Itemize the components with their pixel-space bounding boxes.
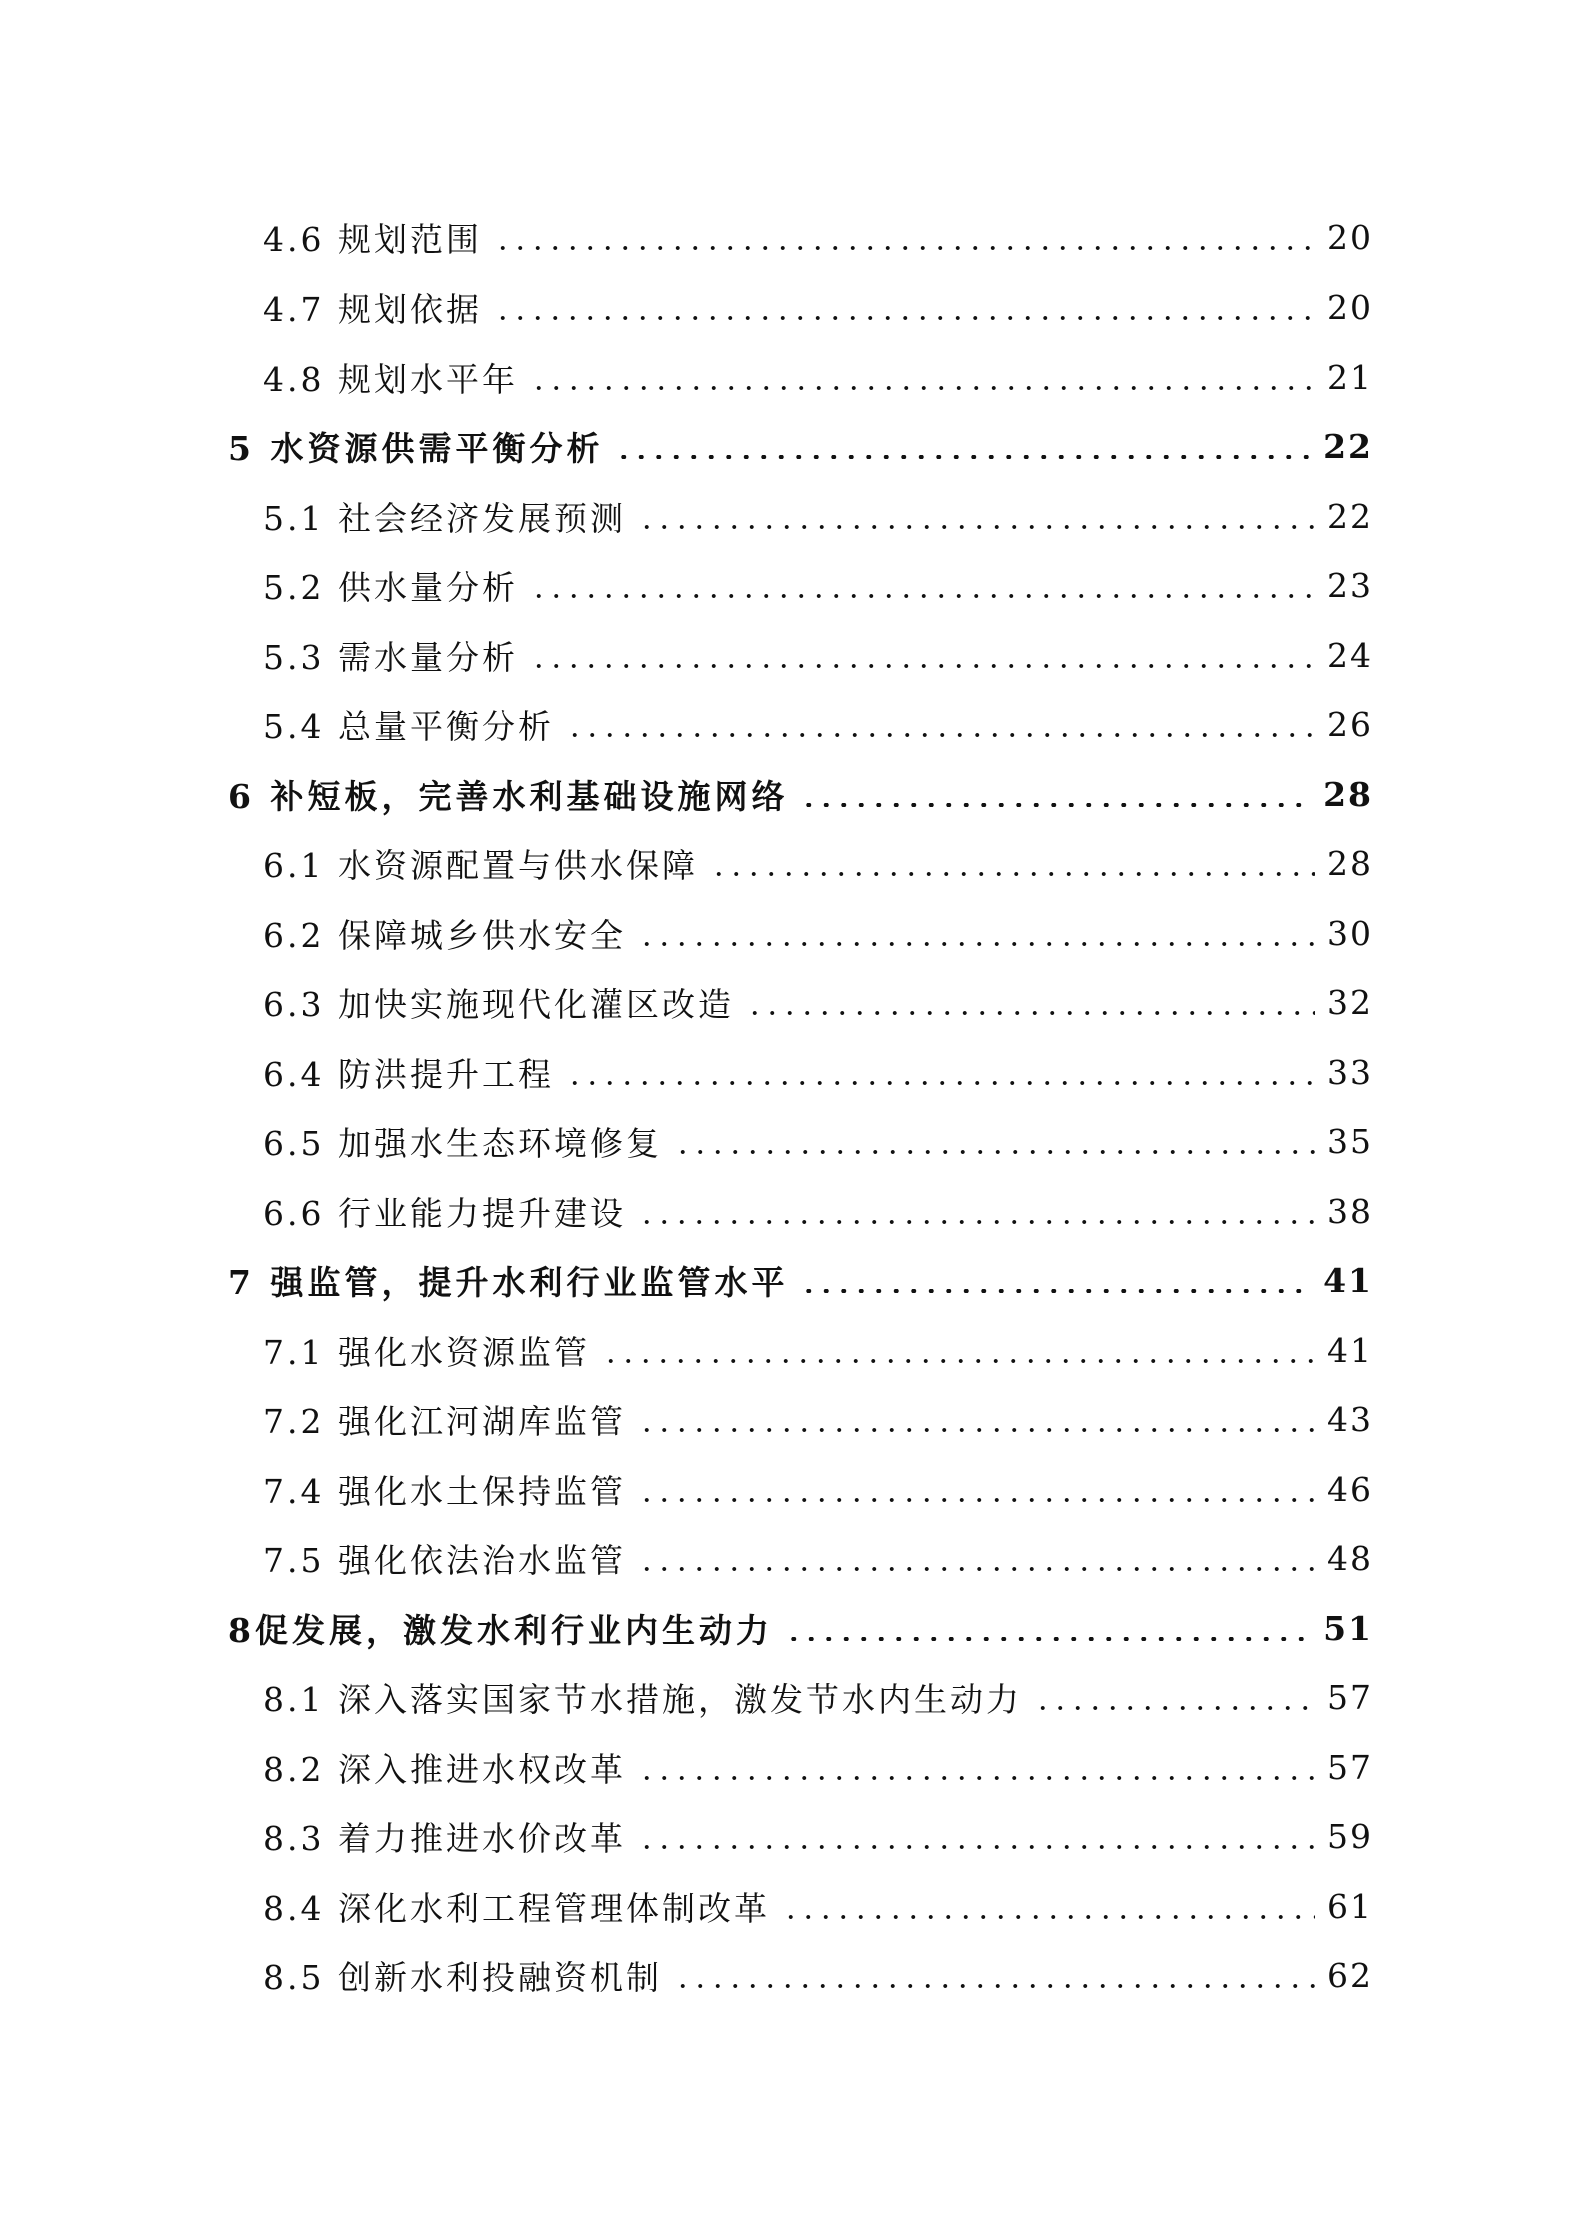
toc-entry-title: 6.6 行业能力提升建设 — [263, 1193, 626, 1233]
toc-entry-5-2[interactable] — [228, 557, 1373, 613]
toc-entry-8-3[interactable] — [228, 1808, 1373, 1864]
toc-page-number: 41 — [1323, 1260, 1373, 1300]
dot-leader — [494, 316, 1315, 320]
toc-entry-title: 4.8 规划水平年 — [263, 359, 518, 399]
dot-leader — [1034, 1706, 1315, 1710]
toc-entry-title: 8.2 深入推进水权改革 — [263, 1749, 626, 1789]
dot-leader — [530, 386, 1315, 390]
dot-leader — [566, 1081, 1315, 1085]
toc-page-number: 20 — [1327, 217, 1373, 257]
toc-chapter-6[interactable] — [228, 766, 1373, 822]
toc-page-number: 22 — [1327, 496, 1373, 536]
toc-entry-6-6[interactable] — [228, 1183, 1373, 1239]
toc-entry-5-1[interactable] — [228, 488, 1373, 544]
toc-entry-6-1[interactable] — [228, 835, 1373, 891]
dot-leader — [638, 1776, 1315, 1780]
toc-entry-title: 7.5 强化依法治水监管 — [263, 1540, 626, 1580]
toc-entry-title: 6.1 水资源配置与供水保障 — [263, 845, 698, 885]
toc-page-number: 35 — [1327, 1121, 1373, 1161]
dot-leader — [638, 1428, 1315, 1432]
toc-entry-7-5[interactable] — [228, 1530, 1373, 1586]
toc-chapter-title: 5 水资源供需平衡分析 — [228, 428, 604, 468]
toc-chapter-5[interactable] — [228, 418, 1373, 474]
dot-leader — [746, 1011, 1315, 1015]
toc-page-number: 24 — [1327, 635, 1373, 675]
toc-entry-7-4[interactable] — [228, 1461, 1373, 1517]
toc-chapter-8[interactable] — [228, 1600, 1373, 1656]
toc-entry-8-5[interactable] — [228, 1947, 1373, 2003]
toc-page-number: 30 — [1327, 913, 1373, 953]
toc-page-number: 32 — [1327, 982, 1373, 1022]
toc-entry-title: 6.3 加快实施现代化灌区改造 — [263, 984, 734, 1024]
toc-entry-title: 7.4 强化水土保持监管 — [263, 1471, 626, 1511]
toc-entry-5-4[interactable] — [228, 696, 1373, 752]
toc-page-number: 61 — [1327, 1886, 1373, 1926]
toc-entry-6-3[interactable] — [228, 974, 1373, 1030]
dot-leader — [638, 1567, 1315, 1571]
toc-page-number: 57 — [1327, 1677, 1373, 1717]
toc-entry-8-2[interactable] — [228, 1739, 1373, 1795]
dot-leader — [800, 803, 1311, 807]
toc-entry-title: 5.4 总量平衡分析 — [263, 706, 554, 746]
toc-page-number: 28 — [1323, 774, 1373, 814]
toc-entry-8-4[interactable] — [228, 1878, 1373, 1934]
toc-entry-4-8[interactable] — [228, 349, 1373, 405]
toc-entry-6-5[interactable] — [228, 1113, 1373, 1169]
toc-entry-title: 7.1 强化水资源监管 — [263, 1332, 590, 1372]
toc-entry-title: 5.2 供水量分析 — [263, 567, 518, 607]
dot-leader — [638, 1220, 1315, 1224]
toc-entry-title: 5.3 需水量分析 — [263, 637, 518, 677]
dot-leader — [674, 1984, 1315, 1988]
toc-entry-7-1[interactable] — [228, 1322, 1373, 1378]
toc-page-number: 20 — [1327, 287, 1373, 327]
toc-page-number: 38 — [1327, 1191, 1373, 1231]
toc-page-number: 33 — [1327, 1052, 1373, 1092]
toc-entry-title: 6.2 保障城乡供水安全 — [263, 915, 626, 955]
toc-entry-title: 8.4 深化水利工程管理体制改革 — [263, 1888, 770, 1928]
toc-entry-title: 6.4 防洪提升工程 — [263, 1054, 554, 1094]
toc-entry-4-6[interactable] — [228, 209, 1373, 265]
dot-leader — [638, 1845, 1315, 1849]
dot-leader — [800, 1289, 1311, 1293]
toc-entry-title: 5.1 社会经济发展预测 — [263, 498, 626, 538]
toc-chapter-title: 8促发展，激发水利行业内生动力 — [228, 1610, 773, 1650]
dot-leader — [638, 1498, 1315, 1502]
toc-page-number: 41 — [1327, 1330, 1373, 1370]
toc-page-number: 26 — [1327, 704, 1373, 744]
dot-leader — [674, 1150, 1315, 1154]
toc-entry-title: 4.6 规划范围 — [263, 219, 482, 259]
toc-entry-6-2[interactable] — [228, 905, 1373, 961]
dot-leader — [710, 872, 1315, 876]
dot-leader — [602, 1359, 1315, 1363]
dot-leader — [638, 942, 1315, 946]
toc-page-number: 43 — [1327, 1399, 1373, 1439]
dot-leader — [494, 246, 1315, 250]
dot-leader — [785, 1637, 1311, 1641]
toc-entry-title: 7.2 强化江河湖库监管 — [263, 1401, 626, 1441]
toc-entry-7-2[interactable] — [228, 1391, 1373, 1447]
toc-page-number: 59 — [1327, 1816, 1373, 1856]
toc-entry-title: 8.1 深入落实国家节水措施，激发节水内生动力 — [263, 1679, 1022, 1719]
dot-leader — [638, 525, 1315, 529]
toc-entry-title: 4.7 规划依据 — [263, 289, 482, 329]
dot-leader — [782, 1915, 1315, 1919]
toc-page-number: 28 — [1327, 843, 1373, 883]
toc-page-number: 22 — [1323, 426, 1373, 466]
dot-leader — [530, 594, 1315, 598]
toc-entry-4-7[interactable] — [228, 279, 1373, 335]
toc-entry-8-1[interactable] — [228, 1669, 1373, 1725]
toc-page-number: 51 — [1323, 1608, 1373, 1648]
toc-page-number: 62 — [1327, 1955, 1373, 1995]
toc-page-number: 21 — [1327, 357, 1373, 397]
toc-entry-5-3[interactable] — [228, 627, 1373, 683]
toc-page-number: 23 — [1327, 565, 1373, 605]
toc-entry-6-4[interactable] — [228, 1044, 1373, 1100]
toc-page-number: 48 — [1327, 1538, 1373, 1578]
toc-page-number: 57 — [1327, 1747, 1373, 1787]
toc-chapter-7[interactable] — [228, 1252, 1373, 1308]
toc-page-number: 46 — [1327, 1469, 1373, 1509]
dot-leader — [530, 664, 1315, 668]
toc-entry-title: 8.3 着力推进水价改革 — [263, 1818, 626, 1858]
toc-chapter-title: 7 强监管，提升水利行业监管水平 — [228, 1262, 789, 1302]
toc-entry-title: 8.5 创新水利投融资机制 — [263, 1957, 662, 1997]
toc-entry-title: 6.5 加强水生态环境修复 — [263, 1123, 662, 1163]
toc-chapter-title: 6 补短板，完善水利基础设施网络 — [228, 776, 789, 816]
dot-leader — [615, 455, 1311, 459]
dot-leader — [566, 733, 1315, 737]
